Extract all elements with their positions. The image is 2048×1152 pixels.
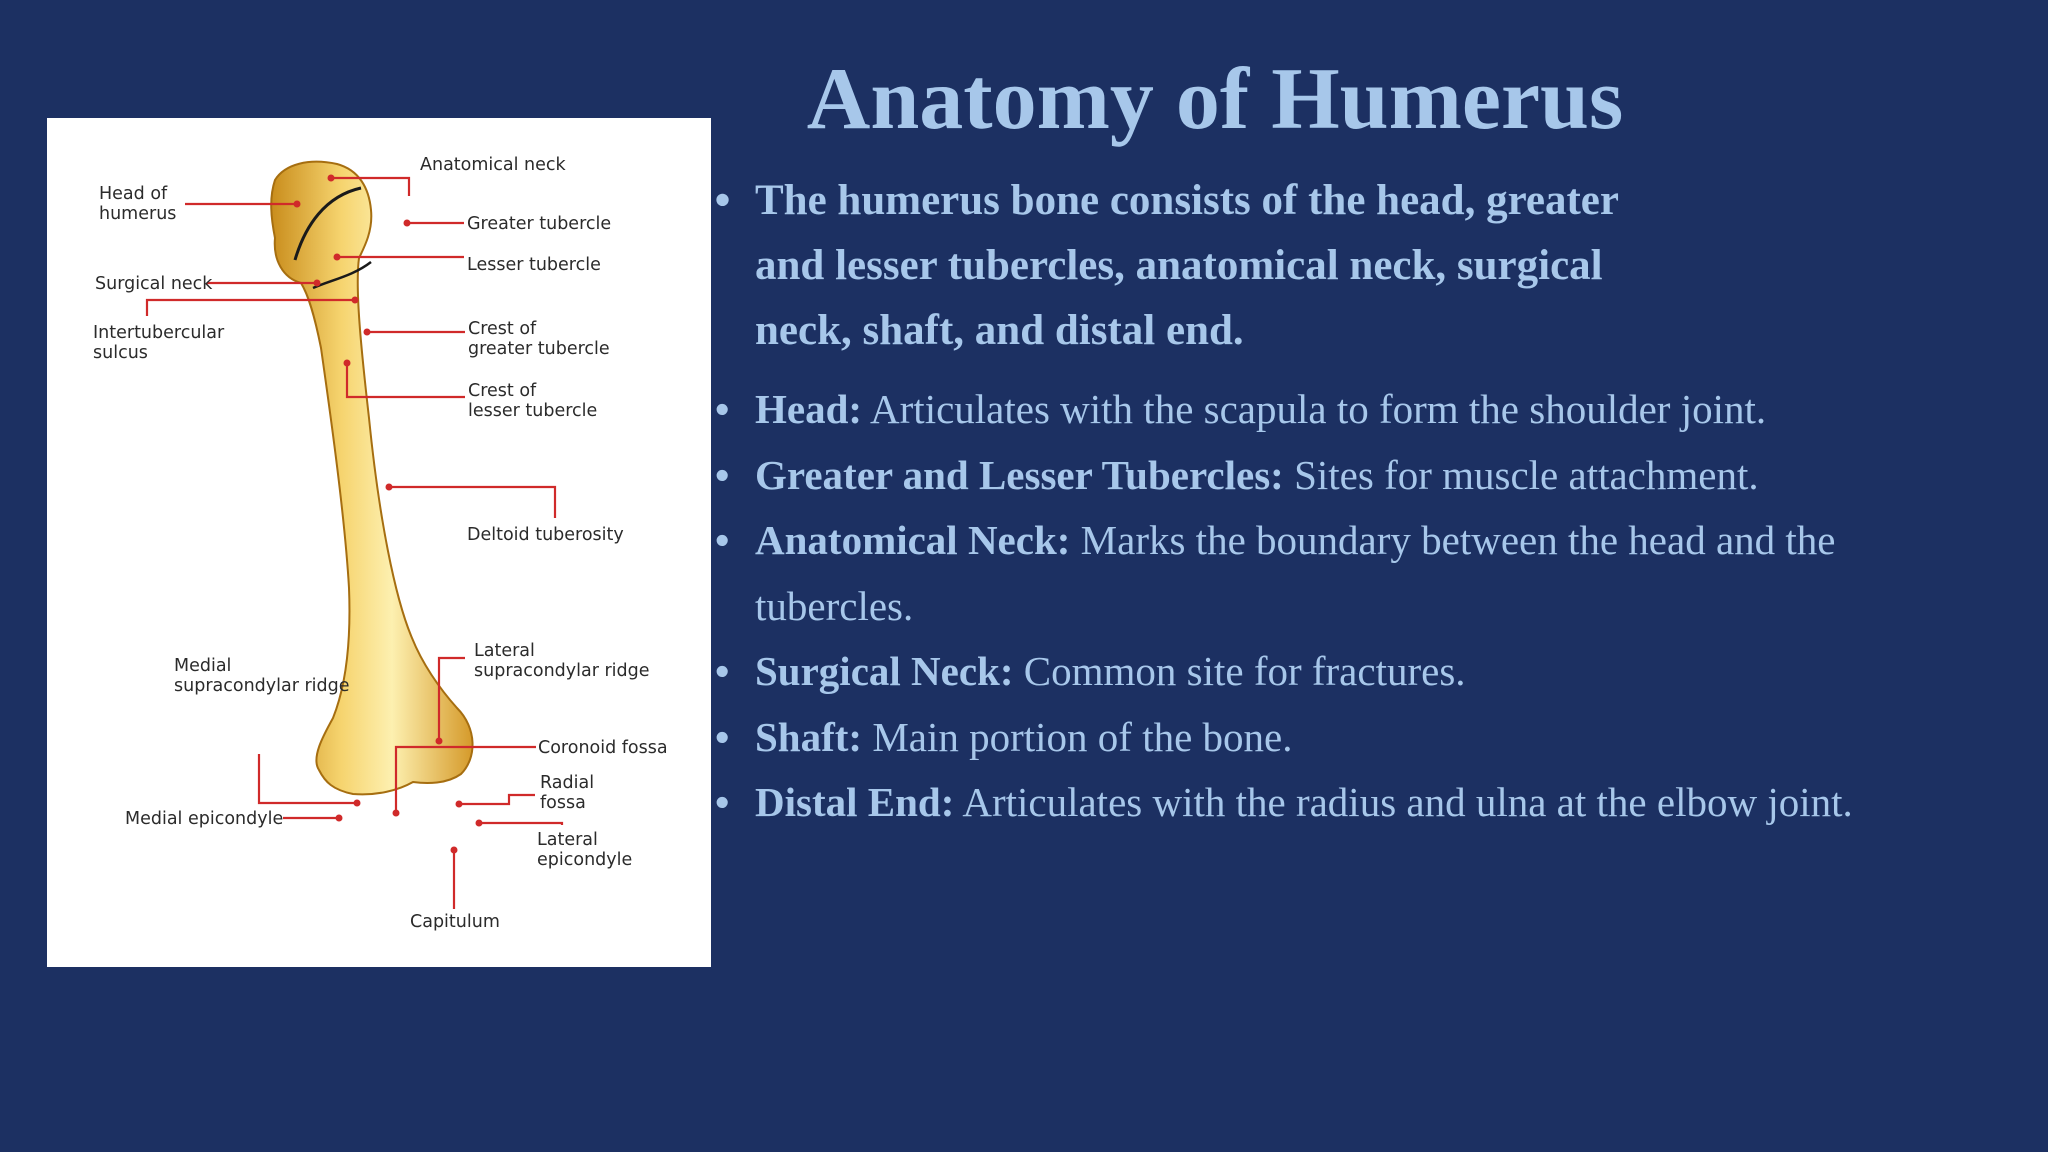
label-greater-tubercle: Greater tubercle — [467, 214, 612, 234]
label-anatomical-neck: Anatomical neck — [420, 155, 566, 175]
label-lateral-ridge-line2: supracondylar ridge — [474, 661, 650, 681]
slide-title: Anatomy of Humerus — [806, 51, 1624, 148]
label-intertubercular-sulcus-line1: Intertubercular — [93, 323, 225, 343]
label-medial-epicondyle: Medial epicondyle — [125, 809, 284, 829]
label-crest-lesser-line2: lesser tubercle — [468, 401, 598, 421]
label-medial-ridge-line1: Medial — [174, 656, 232, 676]
bullet-tubercles — [715, 443, 1865, 509]
label-lateral-epicondyle-line2: epicondyle — [537, 850, 633, 870]
bullet-term: Anatomical Neck: — [755, 517, 1071, 563]
bullet-list — [715, 168, 1865, 836]
label-crest-greater-line1: Crest of — [468, 319, 537, 339]
bullet-term: Distal End: — [755, 779, 955, 825]
bullet-head — [715, 377, 1865, 443]
label-surgical-neck: Surgical neck — [95, 274, 213, 294]
bullet-term: Shaft: — [755, 713, 863, 760]
label-coronoid-fossa: Coronoid fossa — [538, 738, 668, 758]
humerus-diagram-svg — [47, 118, 711, 967]
label-radial-fossa-line2: fossa — [540, 793, 586, 813]
bullet-term: Head: — [755, 386, 863, 432]
bullet-term: Surgical Neck: — [755, 648, 1014, 694]
label-crest-greater-line2: greater tubercle — [468, 339, 610, 359]
label-lesser-tubercle: Lesser tubercle — [467, 255, 601, 275]
label-medial-ridge-line2: supracondylar ridge — [174, 676, 350, 696]
label-lateral-ridge-line1: Lateral — [474, 641, 535, 661]
label-deltoid-tuberosity: Deltoid tuberosity — [467, 525, 624, 545]
bullet-intro: • The humerus bone consists of the head, greater and lesser tubercles, anatomical neck, surgical neck, shaft, and distal end. — [715, 168, 1635, 363]
humerus-diagram — [47, 118, 711, 967]
label-capitulum: Capitulum — [410, 912, 500, 932]
bullet-anatomical-neck — [715, 508, 1865, 639]
label-crest-lesser-line1: Crest of — [468, 381, 537, 401]
bullet-term: Greater and Lesser Tubercles: — [755, 451, 1284, 498]
label-intertubercular-sulcus-line2: sulcus — [93, 343, 148, 363]
bullet-desc: Marks the boundary between the head and the tubercles. — [755, 517, 1836, 629]
label-head-of-humerus-line1: Head of — [99, 184, 168, 204]
label-lateral-epicondyle-line1: Lateral — [537, 830, 598, 850]
bullet-distal-end — [715, 770, 1865, 836]
bullet-desc: Main portion of the bone. — [862, 713, 1293, 760]
bullet-desc: Articulates with the radius and ulna at the elbow joint. — [954, 779, 1853, 825]
label-head-of-humerus-line2: humerus — [99, 204, 177, 224]
bullet-shaft — [715, 705, 1865, 771]
bullet-desc: Common site for fractures. — [1013, 648, 1466, 694]
bullet-desc: Sites for muscle attachment. — [1283, 451, 1759, 498]
label-radial-fossa-line1: Radial — [540, 773, 595, 793]
bullet-surgical-neck — [715, 639, 1865, 705]
bullet-desc: Articulates with the scapula to form the shoulder joint. — [862, 386, 1767, 432]
